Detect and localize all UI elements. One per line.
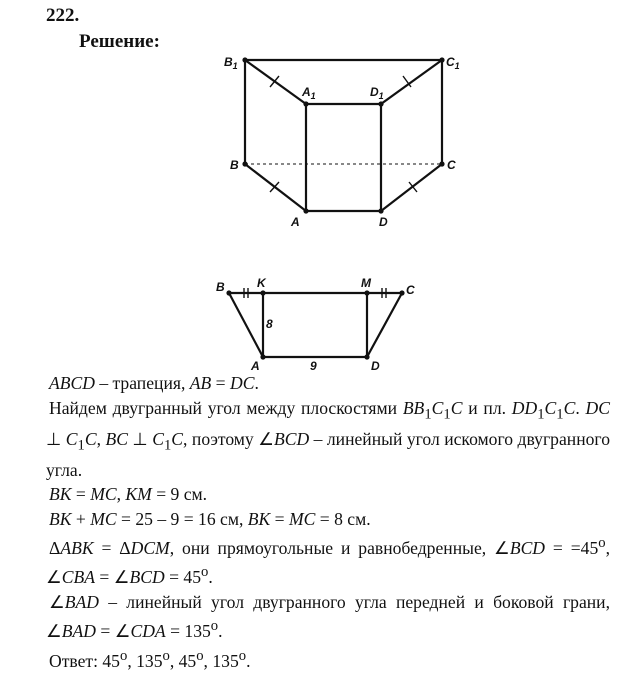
trapezoid-figure — [0, 270, 617, 380]
solution-text — [46, 371, 610, 673]
line-bk-mc: BK = MC, KM = 9 см. — [49, 484, 208, 505]
trap-label-k: K — [257, 276, 266, 290]
edge-c-d — [381, 164, 442, 211]
trap-right-cd — [367, 293, 402, 357]
label-c: C — [447, 158, 456, 172]
label-d1: $D_1$ — [370, 85, 384, 101]
answer-line: Ответ: 45$^o$, 135$^o$, 45$^o$, 135$^o$. — [49, 647, 251, 671]
problem-number: 222. — [46, 5, 80, 26]
edge-c1-d1 — [381, 60, 442, 104]
paragraph-bad-angle: ∠BAD – линейный угол двугранного угла передней и боковой грани, ∠BAD = ∠CDA = $135^o$. — [46, 591, 610, 642]
label-a: A — [291, 215, 300, 229]
line-trapezoid: ABCD – трапеция, AB = DC. — [49, 373, 259, 393]
trap-label-c: C — [406, 283, 415, 297]
trap-label-a: A — [251, 359, 260, 373]
solution-heading: Решение: — [79, 31, 160, 52]
paragraph-triangles: ΔABK = ΔDCM, они прямоугольные и равнобедренные, ∠BCD = $=45^o$, ∠CBA = ∠BCD = $45^o$. — [46, 535, 610, 588]
trap-left-ba — [229, 293, 263, 357]
label-b1: $B_1$ — [224, 55, 238, 71]
trap-label-d: D — [371, 359, 380, 373]
trap-label-m: M — [361, 276, 371, 290]
trap-label-b: B — [216, 280, 225, 294]
edge-b1-a1 — [245, 60, 306, 104]
paragraph-dihedral: Найдем двугранный угол между плоскостями $BB_1C_1C$ и пл. $DD_1C_1C$. DC ⊥ $C_1C$, BC ⊥ $C_1C$, поэтому ∠BCD – линейный угол искомого двугранного угла. — [46, 397, 610, 480]
label-c1: $C_1$ — [446, 55, 460, 71]
line-bk-sum: BK + MC = 25 – 9 = 16 см, BK = MC = 8 см. — [49, 508, 371, 529]
height-label: 8 — [266, 317, 273, 331]
label-a1: $A_1$ — [302, 85, 316, 101]
label-b: B — [230, 158, 239, 172]
base-label: 9 — [310, 359, 317, 373]
tick-b1-a1 — [270, 76, 279, 87]
edge-b-a — [245, 164, 306, 211]
prism-figure — [0, 40, 617, 280]
label-d: D — [379, 215, 388, 229]
